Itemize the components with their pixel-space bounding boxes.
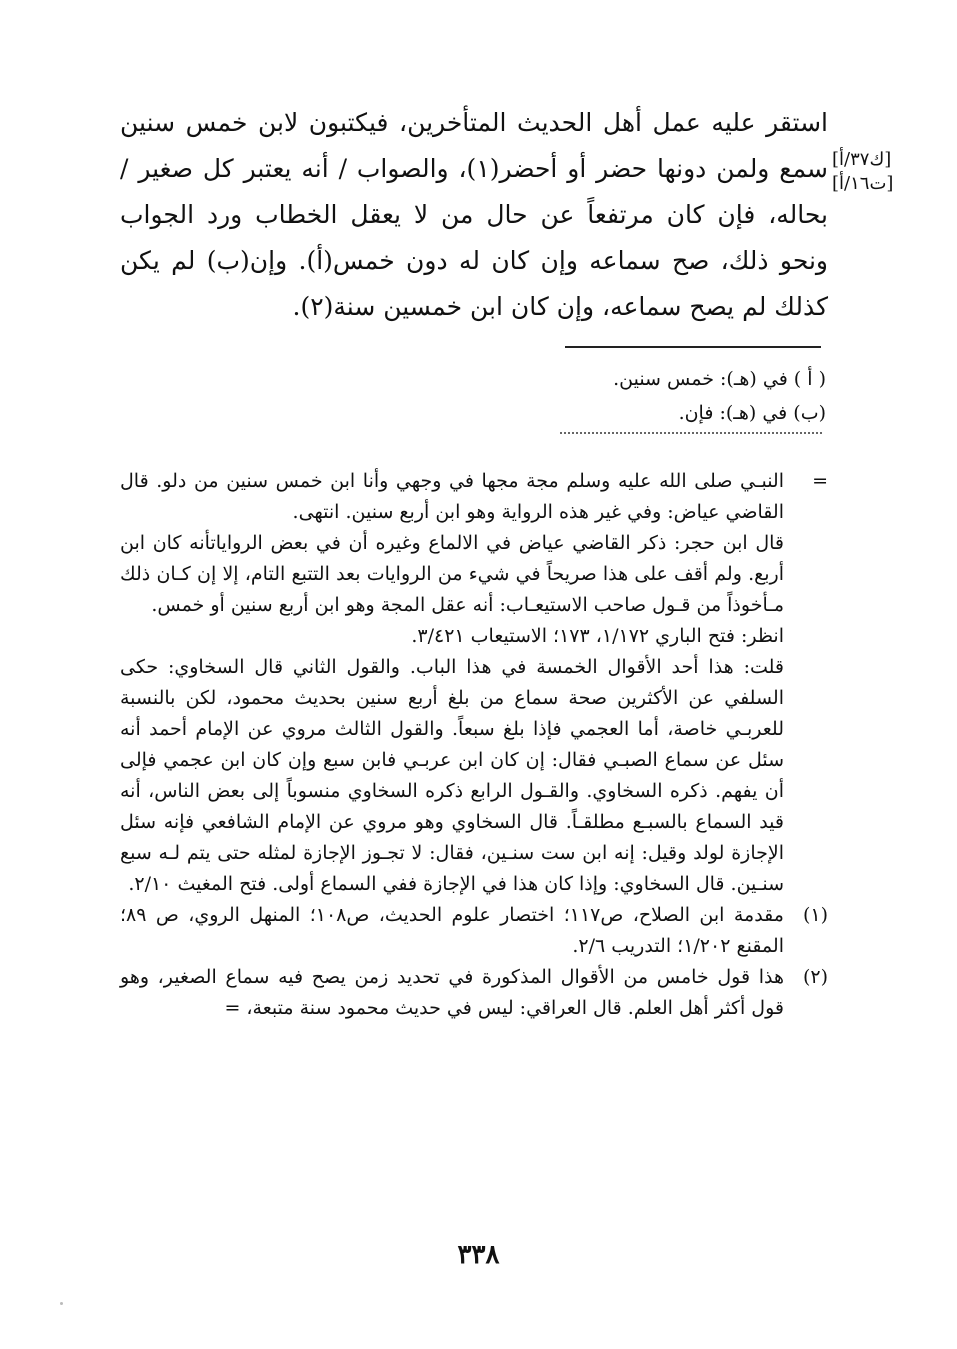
footnote-1-text: مقدمة ابن الصلاح، ص١١٧؛ اختصار علوم الحديث، ص١٠٨؛ المنهل الروي، ص ٨٩؛ المقنع ١/٢٠٢؛ التدريب ٢/٦. xyxy=(120,904,784,957)
variant-note-a: ( أ ) في (هـ): خمس سنين. xyxy=(613,368,826,390)
footnote-paragraph: انظر: فتح الباري ١/١٧٢، ١٧٣؛ الاستيعاب ٣/٤٢١. xyxy=(411,625,784,647)
margin-ref-k37: [ك٣٧/أ] xyxy=(832,149,892,170)
margin-ref-t16: [ت١٦/أ] xyxy=(832,173,894,194)
footnote-separator-line xyxy=(565,346,821,348)
footnote-2 xyxy=(120,962,828,1024)
footnote-2-text: هذا قول خامس من الأقوال المذكورة في تحديد زمن يصح فيه سماع الصغير، وهو قول أكثر أهل العلم. قال العراقي: ليس في حديث محمود سنة متبعة، = xyxy=(120,966,784,1019)
main-paragraph: استقر عليه عمل أهل الحديث المتأخرين، فيكتبون لابن خمس سنين سمع ولمن دونها حضر أو أحضر(١)، والصواب / أنه يعتبر كل صغير / بحاله، فإن كان مرتفعاً عن حال من لا يعقل الخطاب ورد الجواب ونحو ذلك، صح سماعه وإن كان له دون خمس(أ). وإن(ب) لم يكن كذلك لم يصح سماعه، وإن كان ابن خمسين سنة(٢). xyxy=(120,108,828,321)
variant-notes xyxy=(400,362,826,430)
main-text xyxy=(120,100,828,330)
footnote-2-marker: (٢) xyxy=(802,966,828,988)
continuation-marker: = xyxy=(812,470,828,492)
footnote-1 xyxy=(120,900,828,962)
footnote-paragraph: قال ابن حجر: ذكر القاضي عياض في الالماع وغيره أن في بعض الرواياتأنه كان ابن أربع. ولم أقف على هذا صريحاً في شيء من الروايات بعد التتبع التام، إلا إن كـان ذلك مـأخوذاً من قـول صاحب الاستيعـاب: أنه عقل المجة وهو ابن أربع سنين أو خمس. xyxy=(120,532,784,616)
footnote-paragraph: النبـي صلى الله عليه وسلم مجة مجها في وجهي وأنا ابن خمس سنين من دلو. قال القاضي عياض: وفي غير هذه الرواية وهو ابن أربع سنين. انتهى. xyxy=(120,470,784,523)
footnote-continuation xyxy=(120,466,828,900)
footnotes xyxy=(120,466,828,1024)
variant-note-b: (ب) في (هـ): فإن. xyxy=(678,402,826,424)
scan-speck xyxy=(60,1302,63,1305)
footnote-1-marker: (١) xyxy=(802,904,828,926)
page-number: ٣٣٨ xyxy=(457,1240,500,1270)
footnote-paragraph: قلت: هذا أحد الأقوال الخمسة في هذا الباب. والقول الثاني قال السخاوي: حكى السلفي عن الأكثرين صحة سماع من بلغ أربع سنين بحديث محمود، لكن بالنسبة للعربـي خاصة، أما العجمي فإذا بلغ سبعاً. والقول الثالث مروي عن الإمام أحمد أنه سئل عن سماع الصبـي فقال: إن كان ابن عربـي فابن سبع وإن كان ابن عجمي فإلى أن يفهم. ذكره السخاوي. والقـول الرابع ذكره السخاوي منسوباً إلى بعض الناس، أنه قيد السماع بالسبـع مطلقـاً. قال السخاوي وهو مروي عن الإمام الشافعي فإنه سئل الإجازة لولد وقيل: إنه ابن ست سنـين، فقال: لا تجـوز الإجازة لمثله حتى يتم لـه سبع سنـين. قال السخاوي: وإذا كان هذا في الإجازة ففي السماع أولى. فتح المغيث ٢/١٠. xyxy=(120,656,784,895)
margin-references xyxy=(832,148,922,196)
dotted-separator xyxy=(560,432,822,434)
